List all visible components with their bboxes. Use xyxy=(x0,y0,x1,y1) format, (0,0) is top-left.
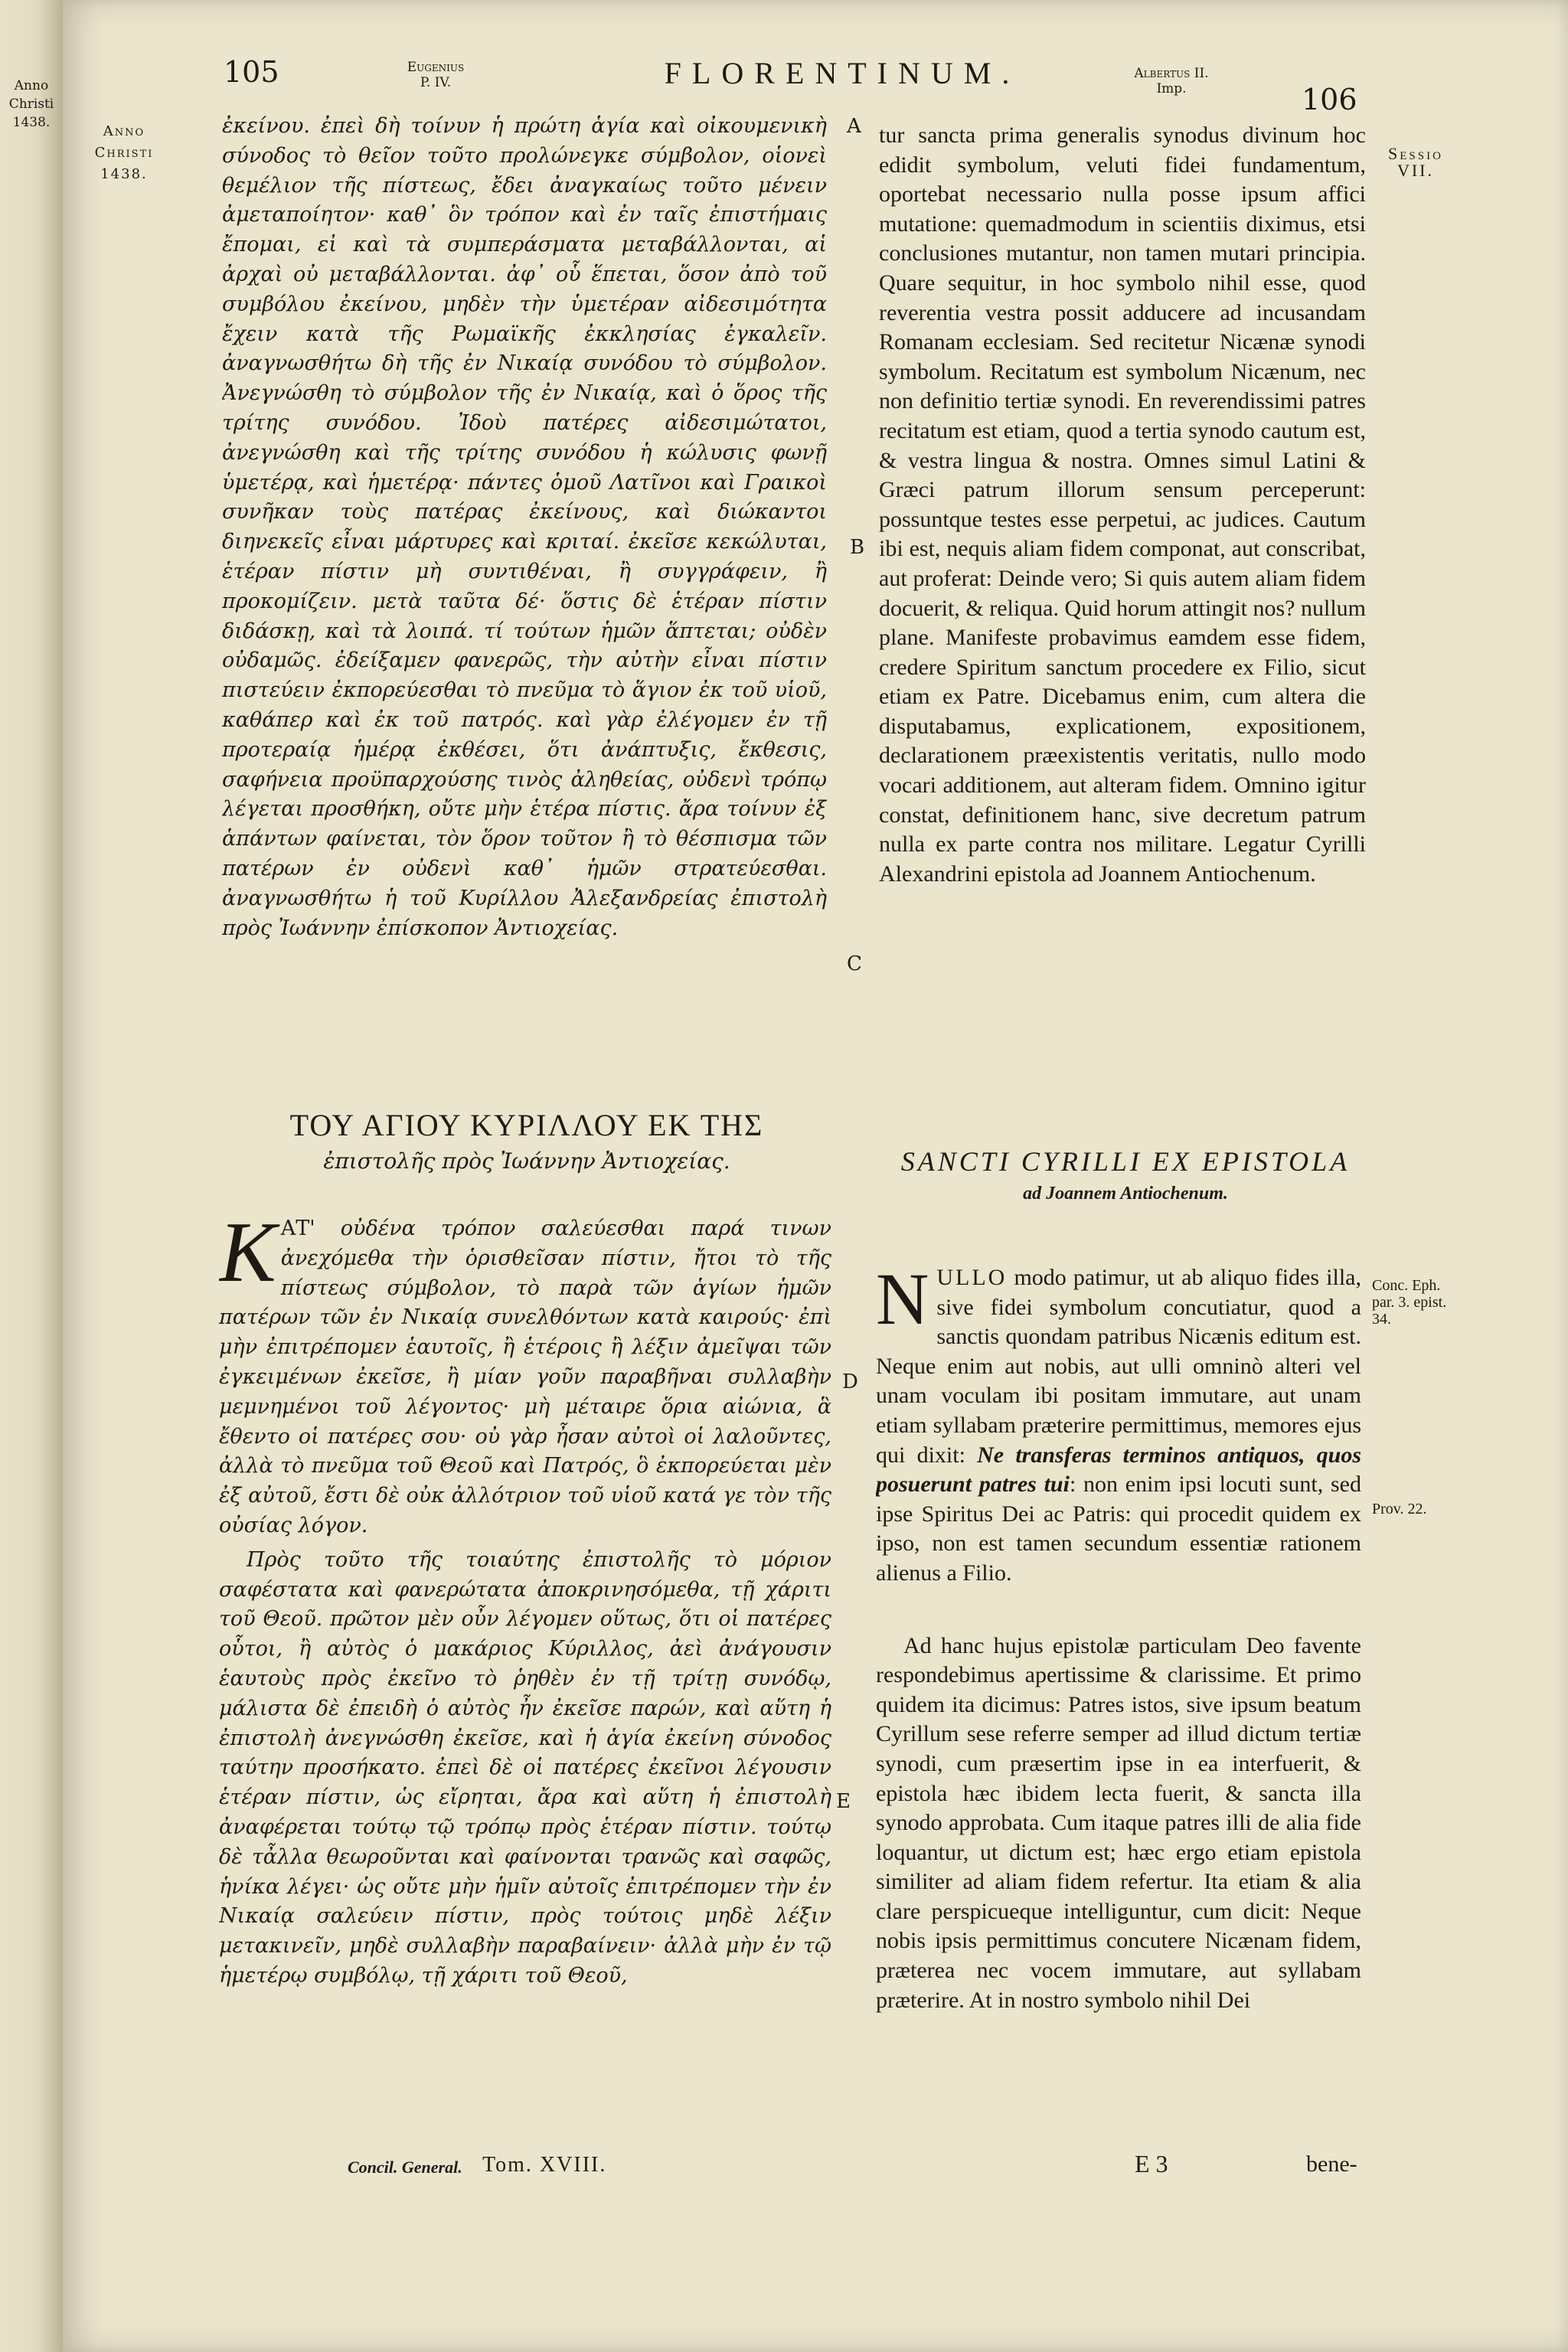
section-letter-a: A xyxy=(847,115,861,138)
catchword: bene- xyxy=(1306,2151,1357,2177)
spine-note-line-2: Christi xyxy=(8,96,54,112)
spine-margin-note xyxy=(5,77,58,132)
header-right-tag-line-2: Imp. xyxy=(1156,81,1187,96)
greek-column-letter xyxy=(219,1214,831,2133)
binding-edge xyxy=(0,0,63,2352)
page-number-left: 105 xyxy=(224,55,279,89)
latin-column-letter xyxy=(876,1263,1361,2144)
latin-opening-word: ULLO xyxy=(936,1265,1008,1290)
greek-letter-text-1: οὐδένα τρόπον σαλεύεσθαι παρά τινων ἀνεχόμεθα τὴν ὁρισθεῖσαν πίστιν, ἤτοι τὸ τῆς πίστεως σύμβολον, τὸ παρὰ τῶν ἁγίων ἡμῶν πατέρων τῶν ἐν Νικαίᾳ συνελθόντων κατὰ καιρούς· ἐπὶ μὴν ἐπιτρέπομεν ἑαυτοῖς, ἢ ἑτέροις ἢ λέξιν ἀμεῖψαι τῶν ἐγκειμένων ἐκεῖσε, ἢ μίαν γοῦν παραβῆναι συλλαβὴν μεμνημένοι τοῦ λέγοντος· μὴ μέταιρε ὅρια αἰώνια, ἃ ἔθεντο οἱ πατέρες σου· οὐ γὰρ ἦσαν αὐτοὶ οἱ λαλοῦντες, ἀλλὰ τὸ πνεῦμα τοῦ Θεοῦ καὶ Πατρός, ὃ ἐκπορεύεται μὲν ἐξ αὐτοῦ, ἔστι δὲ οὐκ ἀλλότριον τοῦ υἱοῦ κατά γε τὸν τῆς οὐσίας λόγον. xyxy=(219,1217,831,1537)
session-marker xyxy=(1374,145,1458,179)
header-left-tag xyxy=(371,60,501,90)
left-margin-line-2: Christi xyxy=(94,145,154,161)
greek-letter-para-2: Πρὸς τοῦτο τῆς τοιαύτης ἐπιστολῆς τὸ μόριον σαφέστατα καὶ φανερώτατα ἀποκρινησόμεθα, τῇ χάριτι τοῦ Θεοῦ. πρῶτον μὲν οὖν λέγομεν οὕτως, ὅτι οἱ πατέρες οὗτοι, ἢ αὐτὸς ὁ μακάριος Κύριλλος, ἀεὶ ἀνάγουσιν ἑαυτοὺς πρὸς ἐκεῖνο τὸ ῥηθὲν ἐν τῇ τρίτῃ συνόδῳ, μάλιστα δὲ ἐπειδὴ ὁ αὐτὸς ἦν ἐκεῖσε παρών, καὶ αὕτη ἡ ἐπιστολὴ ἀνεγνώσθη ἐκεῖσε, καὶ ἡ ἁγία ἐκείνη σύνοδος ταύτην προσήκατο. ἐπεὶ δὲ οἱ πατέρες ἐκεῖνοι λέγουσιν ἑτέραν πίστιν, ὡς εἴρηται, ἄρα καὶ αὕτη ἡ ἐπιστολὴ ἀναφέρεται τούτῳ τῷ τρόπῳ πρὸς ἑτέραν πίστιν. τούτῳ δὲ τἆλλα θεωροῦνται καὶ φαίνονται τρανῶς καὶ σαφῶς, ἡνίκα λέγει· ὡς οὔτε μὴν ἡμῖν αὐτοῖς ἐπιτρέπομεν τὴν ἐν Νικαίᾳ σαλεύειν πίστιν, πρὸς τούτοις μηδὲ λέξιν μετακινεῖν, μηδὲ συλλαβὴν παραβαίνειν· ἀλλὰ μὴν ἐν τῷ ἡμετέρῳ συμβόλῳ, τῇ χάριτι τοῦ Θεοῦ, xyxy=(219,1547,831,1988)
session-number: VII. xyxy=(1396,161,1435,180)
left-margin-line-3: 1438. xyxy=(100,166,148,182)
section-letter-d: D xyxy=(842,1370,858,1393)
left-margin-note xyxy=(70,121,178,185)
header-left-tag-line-2: P. IV. xyxy=(420,75,452,90)
greek-column-top xyxy=(222,112,827,1076)
header-left-tag-line-1: Eugenius xyxy=(407,60,465,75)
section-letter-c: C xyxy=(847,952,862,975)
greek-section-heading: ΤΟΥ ΑΓΙΟΥ ΚΥΡΙΛΛΟΥ ΕΚ ΤΗΣ xyxy=(289,1108,764,1142)
signature-mark: E 3 xyxy=(1135,2150,1168,2177)
page-number-right: 106 xyxy=(1302,83,1357,116)
greek-letter-para-1 xyxy=(219,1214,831,1541)
conc-eph-note xyxy=(1372,1277,1479,1328)
latin-top-text: tur sancta prima generalis synodus divinum hoc edidit symbolum, veluti fidei fundamentum, oportebat necessario nulla posse ipsum affici mutatione: quemadmodum in scientiis diximus, etsi conclusiones mutantur, non tamen mutari principia. Quare sequitur, in hoc symbolo nihil esse, quod reverentia vestra possit adducere ad incusandam Romanam ecclesiam. Sed recitetur Nicænæ synodi symbolum. Recitatum est symbolum Nicænum, nec non definitio tertiæ synodi. En reverendissimi patres recitatum est etiam, quod a tertia synodo cautum est, & vestra lingua & nostra. Omnes simul Latini & Græci patrum illorum sensum perceperunt: possuntque testes esse perpetui, ac judices. Cautum ibi est, nequis aliam fidem componat, aut conscribat, aut proferat: Deinde vero; Si quis autem aliam fidem docuerit, & reliqua. Quid horum attingit nos? nullum plane. Manifeste probavimus eamdem esse fidem, credere Spiritum sanctum procedere ex Filio, sicut etiam ex Patre. Dicebamus enim, cum altera die disputabamus, explicationem, expositionem, declarationem præexistentis veritatis, nullo modo vocari additionem, aut alteram fidem. Omnino igitur constat, definitionem hanc, sive decretum patrum nulla ex parte contra nos militare. Legatur Cyrilli Alexandrini epistola ad Joannem Antiochenum. xyxy=(879,122,1366,887)
section-letter-b: B xyxy=(850,536,865,559)
spine-note-line-1: Anno xyxy=(14,78,49,93)
latin-letter-text-1: modo patimur, ut ab aliquo fides illa, sive fidei symbolum concutiatur, quod a sanctis quondam patribus Nicænis editum est. Neque enim aut nobis, aut ulli omninò alteri vel unam voculam ibi positam immutare, aut unam etiam syllabam præterire permittimus, memores ejus qui dixit: xyxy=(876,1265,1361,1468)
latin-section-heading: SANCTI CYRILLI EX EPISTOLA xyxy=(900,1146,1351,1177)
conc-eph-line-1: Conc. Eph. xyxy=(1372,1277,1441,1294)
running-title: FLORENTINUM. xyxy=(664,56,1021,90)
prov-note: Prov. 22. xyxy=(1372,1501,1427,1517)
latin-letter-para-1 xyxy=(876,1263,1361,1589)
conc-eph-line-3: 34. xyxy=(1372,1311,1391,1328)
greek-opening-word: ΑΤ' xyxy=(280,1217,315,1240)
spine-note-line-3: 1438. xyxy=(12,115,51,130)
scripture-quote: Ne transferas terminos antiquos, quos posuerunt patres tui xyxy=(876,1442,1361,1498)
footer-tome: Tom. XVIII. xyxy=(482,2153,607,2177)
latin-column-top xyxy=(879,121,1366,1083)
greek-dropcap: Κ xyxy=(219,1214,276,1300)
conc-eph-line-2: par. 3. epist. xyxy=(1372,1294,1447,1311)
latin-letter-para-2: Ad hanc hujus epistolæ particulam Deo favente respondebimus apertissime & clarissime. Et primo quidem ita dicimus: Patres istos, sive ipsum beatum Cyrillum sese referre semper ad illud dictum tertiæ synodi, cum præsertim ipse in ea interfuerit, & epistola hæc ibidem lecta fuerit, & sancta illa synodo approbata. Cum itaque patres illi de alia fide loquantur, ut dictum est; hæc ergo etiam epistola similiter ad aliam fidem refertur. Ita etiam & alia clare perspicueque intelliguntur, cum dicit: Neque nobis ipsis permittimus concutere Nicænam fidem, præterea nec vocem immutare, aut syllabam præterire. At in nostro symbolo nihil Dei xyxy=(876,1632,1361,2013)
latin-letter-text-1-end: : non enim ipsi locuti sunt, sed ipse Spiritus Dei ac Patris: qui procedit quidem ex ipso, non est tamen secundum essentiæ rationem alienus a Filio. xyxy=(876,1472,1361,1586)
greek-top-text: ἐκείνου. ἐπεὶ δὴ τοίνυν ἡ πρώτη ἁγία καὶ οἰκουμενικὴ σύνοδος τὸ θεῖον τοῦτο προλώνεγκε σύμβολον, οἱονεὶ θεμέλιον τῆς πίστεως, ἔδει ἀναγκαίως τοῦτο μένειν ἀμεταποίητον· καθ᾽ ὃν τρόπον καὶ ἐν ταῖς ἐπιστήμαις ἔπομαι, εἰ καὶ τὰ συμπεράσματα μεταβάλλονται, αἱ ἀρχαὶ οὐ μεταβάλλονται. ἀφ᾽ οὗ ἕπεται, ὅσον ἀπὸ τοῦ συμβόλου ἐκείνου, μηδὲν τὴν ὑμετέραν αἰδεσιμότητα ἔχειν κατὰ τῆς Ρωμαϊκῆς ἐκκλησίας ἐγκαλεῖν. ἀναγνωσθήτω δὴ τῆς ἐν Νικαίᾳ συνόδου τὸ σύμβολον. Ἀνεγνώσθη τὸ σύμβολον τῆς ἐν Νικαίᾳ, καὶ ὁ ὅρος τῆς τρίτης συνόδου. Ἰδοὺ πατέρες αἰδεσιμώτατοι, ἀνεγνώσθη καὶ τῆς τρίτης συνόδου ἡ κώλυσις φωνῇ ὑμετέρᾳ, καὶ ἡμετέρᾳ· πάντες ὁμοῦ Λατῖνοι καὶ Γραικοὶ συνῆκαν τοὺς πατέρας ἐκείνους, καὶ διώκαντοι διηνεκεῖς εἶναι μάρτυρες καὶ κριταί. ἐκεῖσε κεκώλυται, ἑτέραν πίστιν μὴ συντιθέναι, ἢ συγγράφειν, ἢ προκομίζειν. μετὰ ταῦτα δέ· ὅστις δὲ ἑτέραν πίστιν διδάσκῃ, καὶ τὰ λοιπά. τί τούτων ἡμῶν ἅπτεται; οὐδὲν οὐδαμῶς. ἐδείξαμεν φανερῶς, τὴν αὐτὴν εἶναι πίστιν πιστεύειν ἐκπορεύεσθαι τὸ πνεῦμα τὸ ἅγιον ἐκ τοῦ υἱοῦ, καθάπερ καὶ ἐκ τοῦ πατρός. καὶ γὰρ ἐλέγομεν ἐν τῇ προτεραίᾳ ἡμέρᾳ ἐκθέσει, ὅτι ἀνάπτυξις, ἔκθεσις, σαφήνεια προϋπαρχούσης τινὸς ἀληθείας, οὐδενὶ τρόπῳ λέγεται προσθήκη, οὔτε μὴν ἑτέρα πίστις. ἄρα τοίνυν ἐξ ἁπάντων φαίνεται, τὸν ὅρον τοῦτον ἢ τὸ θέσπισμα τῶν πατέρων ἐν οὐδενὶ καθ᾽ ἡμῶν στρατεύεσθαι. ἀναγνωσθήτω ἡ τοῦ Κυρίλλου Ἀλεξανδρείας ἐπιστολὴ πρὸς Ἰωάννην ἐπίσκοπον Ἀντιοχείας. xyxy=(222,114,827,940)
session-label: Sessio xyxy=(1388,144,1443,163)
section-letter-e: E xyxy=(836,1790,851,1813)
header-right-tag-line-1: Albertus II. xyxy=(1134,66,1209,81)
footer-signature: Concil. General. xyxy=(348,2158,462,2177)
header-right-tag xyxy=(1087,66,1256,96)
left-margin-line-1: Anno xyxy=(103,123,145,139)
latin-dropcap: N xyxy=(876,1263,929,1340)
latin-section-subheading: ad Joannem Antiochenum. xyxy=(1023,1184,1228,1204)
greek-section-subheading: ἐπιστολῆς πρὸς Ἰωάννην Ἀντιοχείας. xyxy=(323,1148,730,1174)
